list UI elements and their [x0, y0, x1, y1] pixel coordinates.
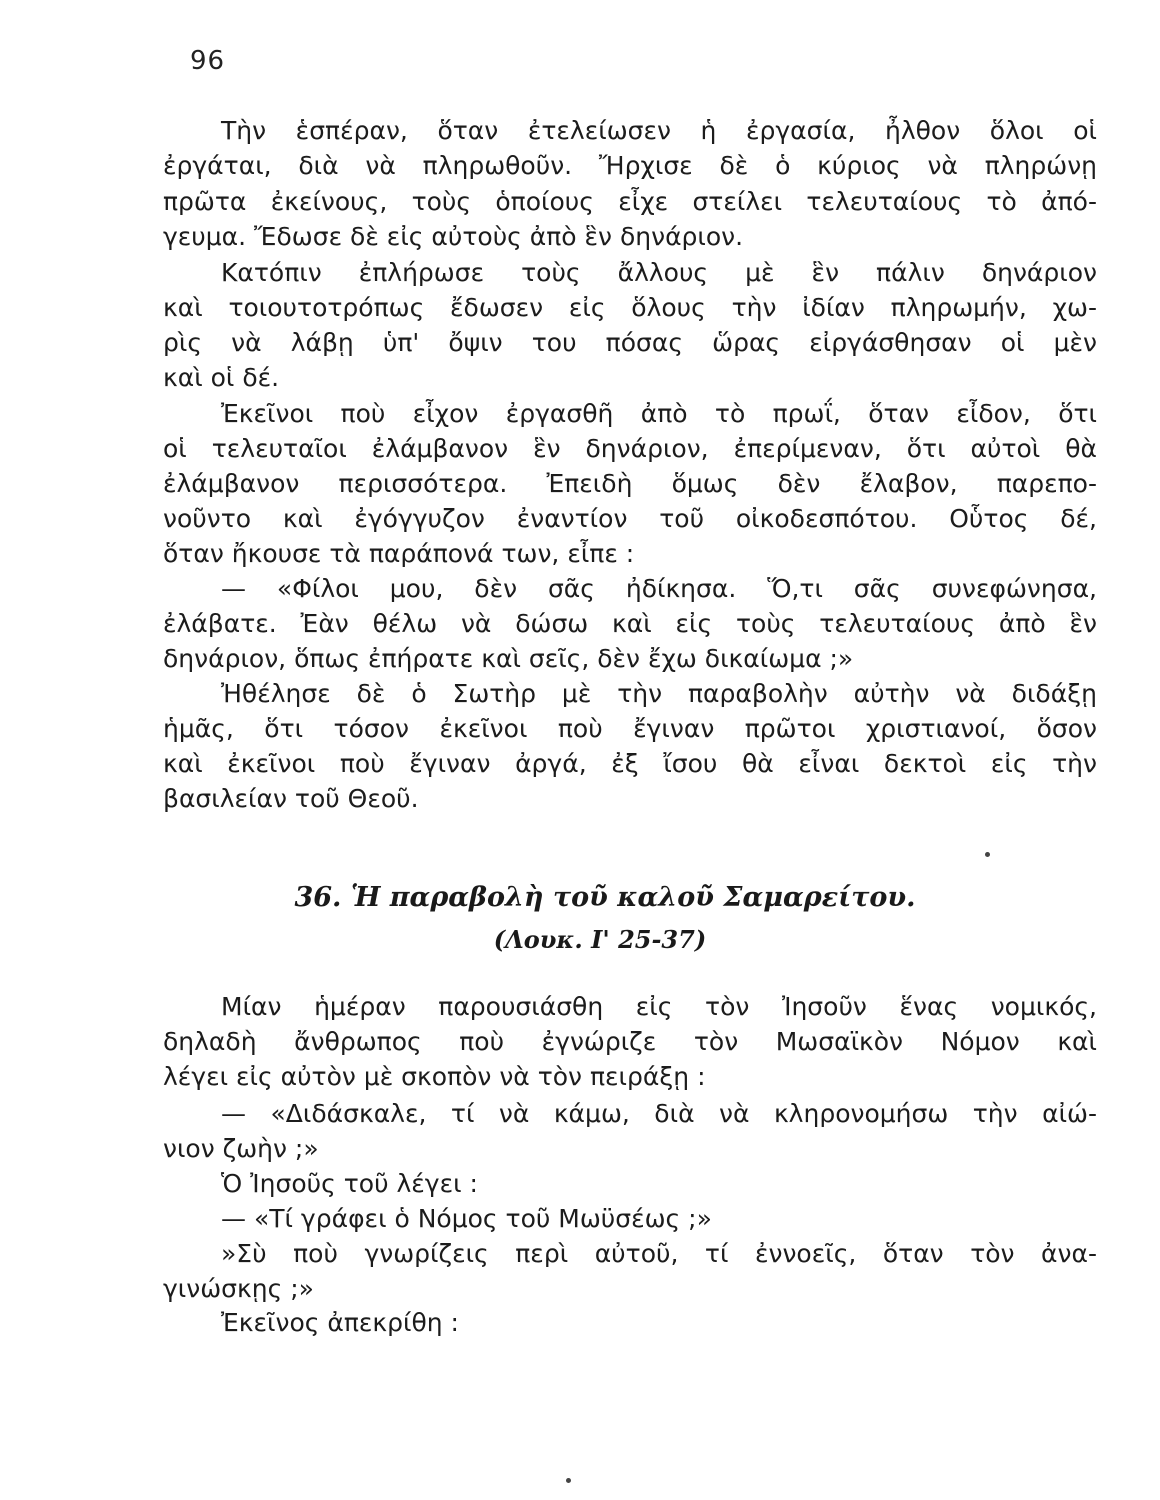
text-line: ρὶς νὰ λάβῃ ὑπ' ὄψιν του πόσας ὥρας εἰργάσθησαν οἱ μὲν [163, 328, 1097, 357]
text-line: καὶ οἱ δέ. [163, 363, 280, 392]
text-line: Μίαν ἡμέραν παρουσιάσθη εἰς τὸν Ἰησοῦν ἕνας νομικός, [221, 992, 1097, 1021]
text-line: βασιλείαν τοῦ Θεοῦ. [163, 784, 419, 813]
text-line: γινώσκῃς ;» [163, 1274, 314, 1303]
text-line: Ὁ Ἰησοῦς τοῦ λέγει : [221, 1169, 478, 1198]
text-line: ἡμᾶς, ὅτι τόσον ἐκεῖνοι ποὺ ἔγιναν πρῶτοι χριστιανοί, ὅσον [163, 714, 1097, 743]
text-line: »Σὺ ποὺ γνωρίζεις περὶ αὐτοῦ, τί ἐννοεῖς, ὅταν τὸν ἀνα- [221, 1239, 1097, 1268]
text-line: καὶ ἐκεῖνοι ποὺ ἔγιναν ἀργά, ἐξ ἴσου θὰ εἶναι δεκτοὶ εἰς τὴν [163, 749, 1097, 778]
text-line: Τὴν ἑσπέραν, ὅταν ἐτελείωσεν ἡ ἐργασία, ἦλθον ὅλοι οἱ [221, 116, 1097, 145]
text-line: ἐλάβατε. Ἐὰν θέλω νὰ δώσω καὶ εἰς τοὺς τελευταίους ἀπὸ ἓν [163, 609, 1097, 638]
text-line: πρῶτα ἐκείνους, τοὺς ὁποίους εἶχε στείλει τελευταίους τὸ ἀπό- [163, 187, 1097, 216]
text-line: γευμα. Ἔδωσε δὲ εἰς αὐτοὺς ἀπὸ ἓν δηνάριον. [163, 222, 744, 251]
text-line: ἐλάμβανον περισσότερα. Ἐπειδὴ ὅμως δὲν ἔλαβον, παρεπο- [163, 469, 1097, 498]
text-line: οἱ τελευταῖοι ἐλάμβανον ἓν δηνάριον, ἐπερίμεναν, ὅτι αὐτοὶ θὰ [163, 434, 1097, 463]
text-line: δηνάριον, ὅπως ἐπήρατε καὶ σεῖς, δὲν ἔχω δικαίωμα ;» [163, 644, 854, 673]
text-line: Ἠθέλησε δὲ ὁ Σωτὴρ μὲ τὴν παραβολὴν αὐτὴν νὰ διδάξῃ [221, 679, 1097, 708]
text-line: νοῦντο καὶ ἐγόγγυζον ἐναντίον τοῦ οἰκοδεσπότου. Οὗτος δέ, [163, 504, 1097, 533]
text-line: νιον ζωὴν ;» [163, 1134, 319, 1163]
text-line: λέγει εἰς αὐτὸν μὲ σκοπὸν νὰ τὸν πειράξῃ : [163, 1062, 706, 1091]
scan-speck [985, 852, 990, 857]
text-line: — «Διδάσκαλε, τί νὰ κάμω, διὰ νὰ κληρονομήσω τὴν αἰώ- [221, 1099, 1097, 1128]
text-line: Κατόπιν ἐπλήρωσε τοὺς ἄλλους μὲ ἓν πάλιν δηνάριον [221, 258, 1097, 287]
text-line: Ἐκεῖνοι ποὺ εἶχον ἐργασθῆ ἀπὸ τὸ πρωΐ, ὅταν εἶδον, ὅτι [221, 399, 1097, 428]
text-line: Ἐκεῖνος ἀπεκρίθη : [221, 1308, 459, 1337]
scan-speck [566, 1478, 571, 1483]
page-number: 96 [190, 46, 226, 76]
text-line: καὶ τοιουτοτρόπως ἔδωσεν εἰς ὅλους τὴν ἰδίαν πληρωμήν, χω- [163, 293, 1097, 322]
text-line: ἐργάται, διὰ νὰ πληρωθοῦν. Ἤρχισε δὲ ὁ κύριος νὰ πληρώνῃ [163, 151, 1097, 180]
text-line: — «Τί γράφει ὁ Νόμος τοῦ Μωϋσέως ;» [221, 1204, 712, 1233]
text-line: δηλαδὴ ἄνθρωπος ποὺ ἐγνώριζε τὸν Μωσαϊκὸν Νόμον καὶ [163, 1027, 1097, 1056]
text-line: — «Φίλοι μου, δὲν σᾶς ἠδίκησα. Ὅ,τι σᾶς συνεφώνησα, [221, 574, 1097, 603]
section-title: 36. Ἡ παραβολὴ τοῦ καλοῦ Σαμαρείτου. [294, 882, 916, 913]
text-line: ὅταν ἤκουσε τὰ παράπονά των, εἶπε : [163, 539, 635, 568]
section-reference: (Λουκ. Ι' 25-37) [493, 925, 707, 954]
